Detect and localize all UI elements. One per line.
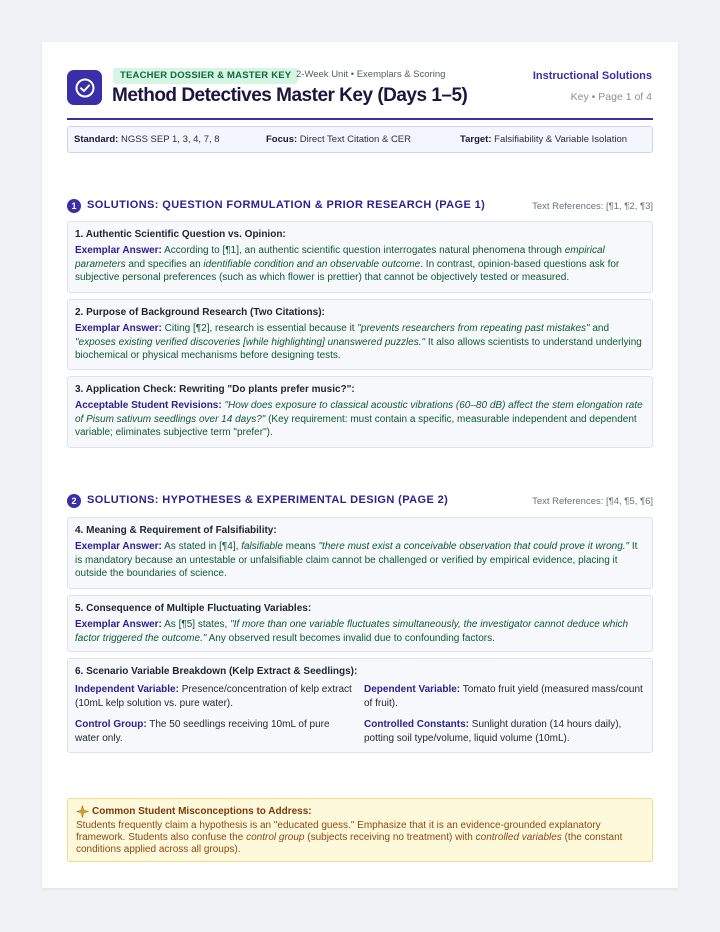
answer-label: Exemplar Answer:: [75, 619, 162, 630]
answer-text-part: Any observed result becomes invalid due to confounding factors.: [206, 632, 495, 644]
callout-title-text: Common Student Misconceptions to Address:: [92, 806, 312, 817]
answer-emphasis: falsifiable: [241, 541, 283, 552]
answer-card-6: [67, 658, 653, 753]
answer-text-part: As [¶5] states,: [161, 619, 231, 630]
focus-cell: [266, 134, 411, 145]
callout-text-part: (the constant conditions applied across all groups).: [76, 832, 623, 855]
check-circle-icon: [74, 77, 96, 99]
target-label: Target:: [460, 134, 492, 145]
answer-text-part: and: [589, 323, 610, 334]
question-title: 5. Consequence of Multiple Fluctuating Variables:: [75, 603, 312, 614]
variable-value: Sunlight duration (14 hours daily), potting soil type/volume, liquid volume (10mL).: [364, 719, 622, 744]
answer-label: Exemplar Answer:: [75, 323, 162, 334]
question-title: 6. Scenario Variable Breakdown (Kelp Extract & Seedlings):: [75, 666, 358, 677]
org-name: Instructional Solutions: [532, 70, 652, 82]
unit-meta: 2-Week Unit • Exemplars & Scoring: [296, 69, 446, 80]
section-references: Text References: [¶4, ¶5, ¶6]: [532, 496, 653, 507]
target-cell: [460, 134, 627, 145]
answer-label: Exemplar Answer:: [75, 541, 162, 552]
answer-text-part: As stated in [¶4],: [161, 541, 242, 552]
answer-text: [75, 618, 645, 645]
target-value: Falsifiability & Variable Isolation: [494, 134, 628, 145]
question-title: 4. Meaning & Requirement of Falsifiability:: [75, 525, 277, 536]
answer-emphasis: identifiable condition and an observable outcome: [203, 258, 421, 270]
answer-emphasis: empirical parameters: [75, 245, 605, 270]
answer-emphasis: "exposes existing verified discoveries [while highlighting] unanswered puzzles.": [75, 336, 426, 348]
control-group: [75, 718, 355, 746]
independent-variable: [75, 683, 355, 711]
answer-text-part: . In contrast, opinion-based questions ask for subjective personal preferences (such as which flower is prettier) that cannot be objectively tested or measured.: [75, 258, 620, 283]
answer-emphasis: "How does exposure to classical acoustic vibrations (60–80 dB) affect the stem elongation rate of Pisum sativum seedlings over 14 days?": [75, 400, 643, 425]
variable-label: Independent Variable:: [75, 684, 179, 695]
answer-text: [75, 540, 645, 581]
answer-text: [75, 399, 645, 440]
section-references: Text References: [¶1, ¶2, ¶3]: [532, 201, 653, 212]
sparkle-icon: [76, 805, 89, 818]
variable-label: Control Group:: [75, 719, 147, 730]
answer-text-part: It is mandatory because an untestable or unfalsifiable claim cannot be challenged or verified by empirical evidence, placing it outside the boundaries of science.: [75, 541, 638, 579]
key-page: [42, 42, 678, 888]
answer-card-4: [67, 517, 653, 589]
dependent-variable: [364, 683, 644, 711]
standards-bar: [67, 126, 653, 153]
answer-emphasis: "If more than one variable fluctuates simultaneously, the investigator cannot deduce which factor triggered the outcome.": [75, 619, 629, 644]
callout-text-part: (subjects receiving no treatment) with: [304, 832, 476, 843]
answer-card-3: [67, 376, 653, 448]
controlled-constants: [364, 718, 644, 746]
standard-cell: [74, 134, 220, 145]
answer-card-2: [67, 299, 653, 370]
header-divider: [67, 118, 653, 120]
callout-emphasis: control group: [246, 832, 305, 843]
question-title: 1. Authentic Scientific Question vs. Opinion:: [75, 229, 286, 240]
doc-type-badge: TEACHER DOSSIER & MASTER KEY: [113, 68, 298, 84]
section-number: 1: [67, 199, 81, 213]
callout-title: [76, 805, 644, 818]
answer-text: [75, 244, 645, 285]
answer-emphasis: "there must exist a conceivable observation that could prove it wrong.": [318, 541, 630, 552]
section-1-header: [67, 198, 653, 214]
section-number: 2: [67, 494, 81, 508]
answer-text-part: and specifies an: [125, 258, 204, 270]
page-indicator: Key • Page 1 of 4: [570, 91, 652, 103]
answer-text-part: (Key requirement: must contain a specific, measurable independent and dependent variable; eliminates subjective term "prefer").: [75, 413, 637, 438]
answer-text: [75, 322, 645, 363]
standard-value: NGSS SEP 1, 3, 4, 7, 8: [120, 134, 220, 145]
callout-text: [76, 820, 644, 856]
section-title: SOLUTIONS: QUESTION FORMULATION & PRIOR RESEARCH (PAGE 1): [87, 199, 486, 211]
answer-label: Acceptable Student Revisions:: [75, 400, 222, 411]
answer-text-part: means: [282, 541, 319, 552]
focus-value: Direct Text Citation & CER: [299, 134, 412, 145]
answer-label: Exemplar Answer:: [75, 245, 162, 256]
answer-text-part: Citing [¶2], research is essential because it: [161, 323, 358, 334]
variable-value: Presence/concentration of kelp extract (10mL kelp solution vs. pure water).: [75, 684, 352, 709]
page-title: Method Detectives Master Key (Days 1–5): [112, 85, 468, 106]
variable-label: Controlled Constants:: [364, 719, 469, 730]
answer-card-1: [67, 221, 653, 293]
callout-text-part: Students frequently claim a hypothesis is an "educated guess." Emphasize that it is an evidence-grounded explanatory framework. Students also confuse the: [76, 820, 601, 843]
logo: [67, 70, 102, 105]
answer-emphasis: "prevents researchers from repeating past mistakes": [357, 323, 590, 334]
answer-card-5: [67, 595, 653, 652]
variable-value: Tomato fruit yield (measured mass/count of fruit).: [364, 684, 643, 709]
callout-emphasis: controlled variables: [475, 832, 562, 843]
focus-label: Focus:: [266, 134, 298, 145]
answer-text-part: According to [¶1], an authentic scientific question interrogates natural phenomena through: [161, 245, 565, 256]
section-2-header: [67, 493, 653, 509]
answer-text-part: It also allows scientists to understand underlying biochemical or physical mechanisms before designing tests.: [75, 336, 642, 361]
standard-label: Standard:: [74, 134, 119, 145]
variable-value: The 50 seedlings receiving 10mL of pure water only.: [75, 719, 330, 744]
variable-label: Dependent Variable:: [364, 684, 461, 695]
misconceptions-callout: [67, 798, 653, 862]
section-title: SOLUTIONS: HYPOTHESES & EXPERIMENTAL DESIGN (PAGE 2): [87, 494, 449, 506]
question-title: 2. Purpose of Background Research (Two Citations):: [75, 307, 325, 318]
question-title: 3. Application Check: Rewriting "Do plants prefer music?":: [75, 384, 355, 395]
